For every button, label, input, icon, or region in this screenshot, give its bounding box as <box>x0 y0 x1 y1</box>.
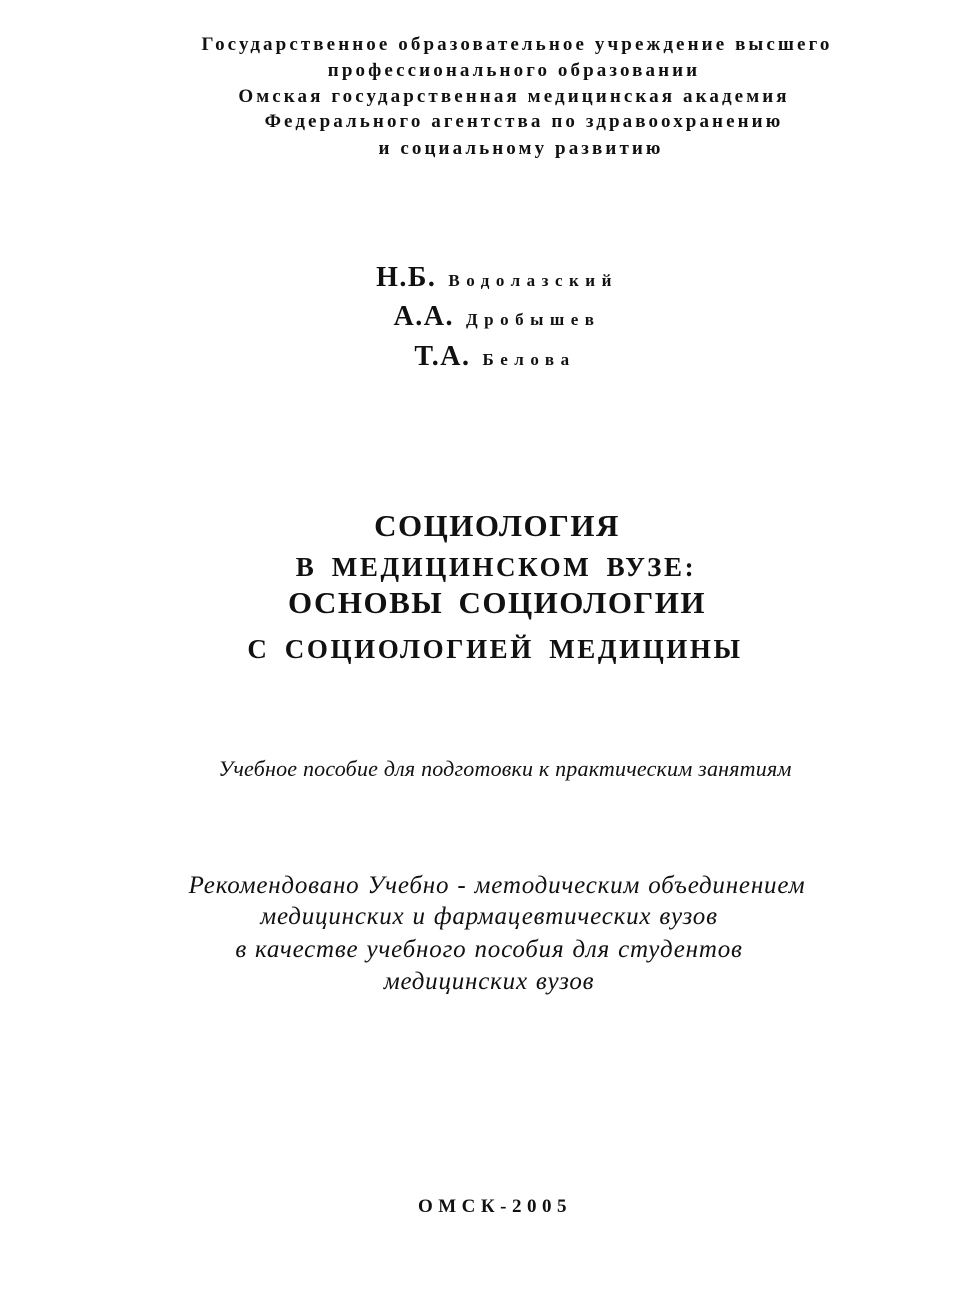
institution-line: и социальному развитию <box>378 138 664 159</box>
author <box>8 262 978 294</box>
author-initials: А.А. <box>393 301 454 332</box>
author <box>6 341 978 373</box>
book-title-line: С СОЦИОЛОГИЕЙ МЕДИЦИНЫ <box>247 634 743 664</box>
book-subtitle: Учебное пособие для подготовки к практическим занятиям <box>218 756 792 781</box>
institution-line: Федерального агентства по здравоохранению <box>264 111 784 132</box>
author-initials: Т.А. <box>414 341 471 372</box>
recommendation-line: в качестве учебного пособия для студентов <box>235 936 743 963</box>
recommendation-line: медицинских и фармацевтических вузов <box>260 903 718 930</box>
author <box>8 301 978 333</box>
author-surname: Водолазский <box>448 271 618 290</box>
institution-line: Государственное образовательное учреждение высшего <box>201 34 833 55</box>
institution-line: Омская государственная медицинская академия <box>238 86 790 107</box>
imprint: ОМСК-2005 <box>417 1196 573 1217</box>
book-title-line: ОСНОВЫ СОЦИОЛОГИИ <box>288 585 706 620</box>
author-surname: Белова <box>482 350 576 369</box>
book-title-line: СОЦИОЛОГИЯ <box>374 508 620 543</box>
recommendation-line: Рекомендовано Учебно - методическим объединением <box>188 872 806 899</box>
institution-line: профессионального образовании <box>327 60 701 81</box>
author-initials: Н.Б. <box>376 262 437 293</box>
author-surname: Дробышев <box>465 310 601 329</box>
recommendation-line: медицинских вузов <box>383 968 595 995</box>
book-title-line: В МЕДИЦИНСКОМ ВУЗЕ: <box>295 552 697 582</box>
